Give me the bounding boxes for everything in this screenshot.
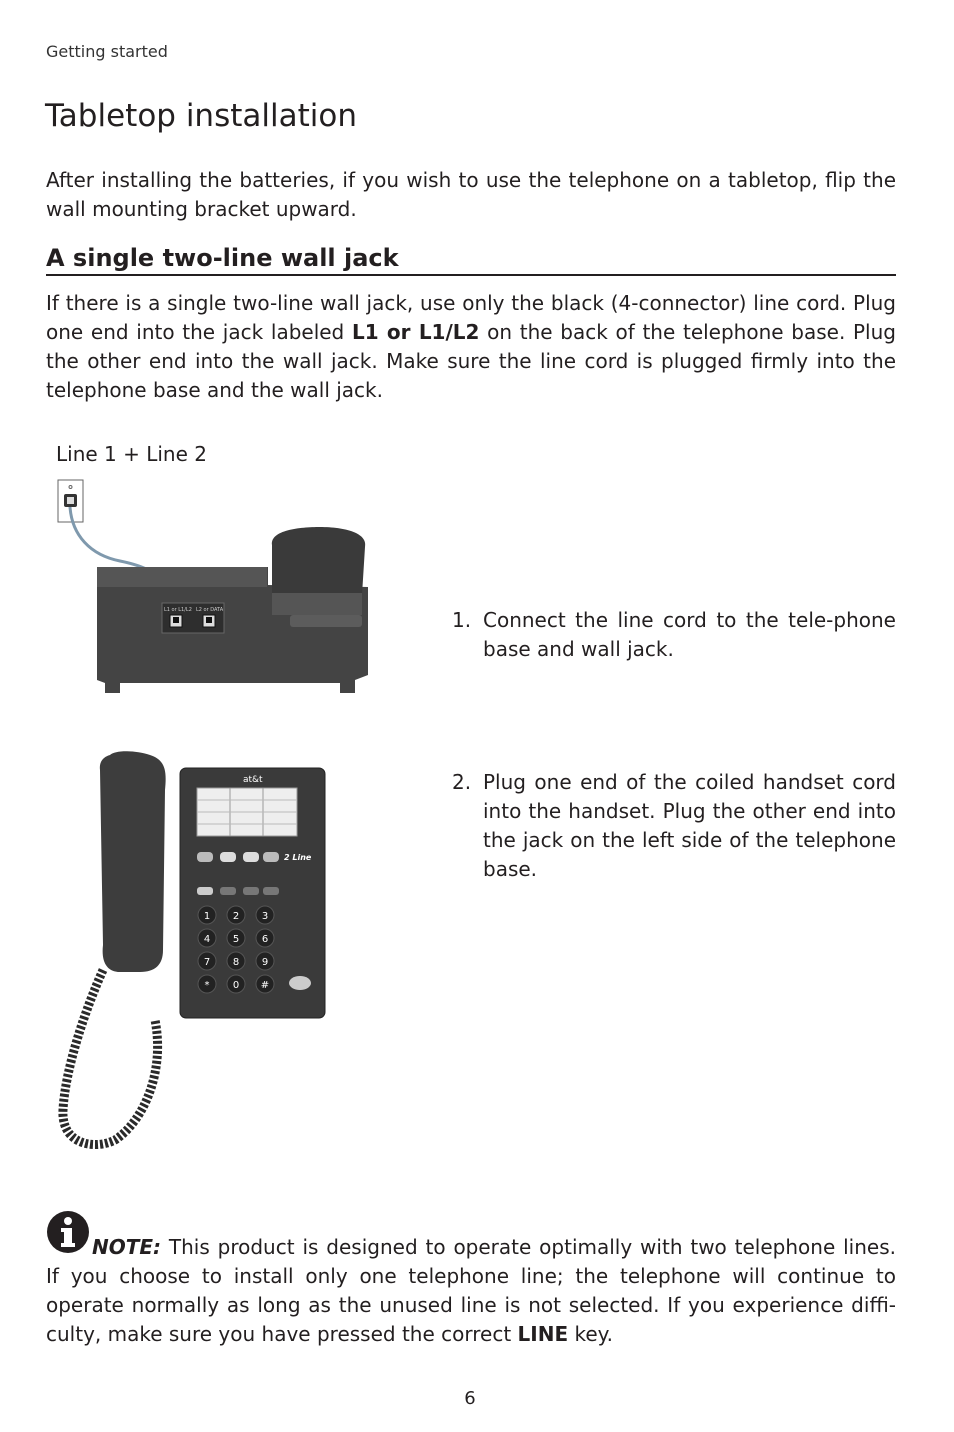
note-paragraph: NOTE: This product is designed to operate optimally with two telephone lines. If you choose to install only one telephone line; the telephone will continue to operate normally as long as the unused line is not selected. If you experience diffi-culty, make sure you have pressed the correct LINE key. <box>46 1235 896 1346</box>
keypad-key-label: 0 <box>232 980 240 991</box>
intro-paragraph: After installing the batteries, if you wish to use the telephone on a tabletop, flip the wall mounting bracket upward. <box>46 168 896 221</box>
jack-label-l1: L1 or L1/L2 <box>164 607 192 613</box>
keypad-key-label: 3 <box>261 911 269 922</box>
keypad-key-label: 2 <box>232 911 240 922</box>
step-1: 1. Connect the line cord to the tele-phone base and wall jack. <box>452 608 896 661</box>
handset <box>100 751 166 972</box>
line1-key <box>220 852 236 862</box>
running-header: Getting started <box>46 42 168 61</box>
phone-base-rear-illustration <box>50 475 380 700</box>
handset-cradle <box>272 527 365 595</box>
keypad-key-label: # <box>260 980 270 991</box>
keypad-key-label: 5 <box>232 934 240 945</box>
page-number: 6 <box>464 1388 476 1409</box>
figure-caption: Line 1 + Line 2 <box>56 442 207 466</box>
speaker-key <box>289 976 311 990</box>
jack-label-l2: L2 or DATA <box>196 607 224 613</box>
keypad-key-label: 7 <box>203 957 211 968</box>
keypad-key-label: 6 <box>261 934 269 945</box>
page-title: Tabletop installation <box>45 98 357 134</box>
keypad-key-label: * <box>204 980 210 991</box>
line2-key <box>243 852 259 862</box>
section-heading: A single two-line wall jack <box>46 244 896 276</box>
keypad-key-label: 8 <box>232 957 240 968</box>
keypad-key-label: 1 <box>203 911 211 922</box>
keypad-key-label: 4 <box>203 934 211 945</box>
coiled-handset-cord <box>63 970 158 1145</box>
phone-front-illustration <box>55 750 330 1160</box>
keypad-key-label: 9 <box>261 957 269 968</box>
model-badge: 2 Line <box>284 853 312 862</box>
section-body: If there is a single two-line wall jack, use only the black (4-connector) line cord. Plug one end into the jack labeled L1 or L1/L2 on the back of the telephone base. Plug the other end into the wall jack. Make sure the line cord is plugged firmly into the telephone base and the wall jack. <box>46 291 896 402</box>
note-label: NOTE: <box>92 1235 162 1259</box>
step-2: 2. Plug one end of the coiled handset cord into the handset. Plug the other end into the jack on the left side of the telephone base. <box>452 770 896 881</box>
brand-logo: at&t <box>243 775 263 785</box>
